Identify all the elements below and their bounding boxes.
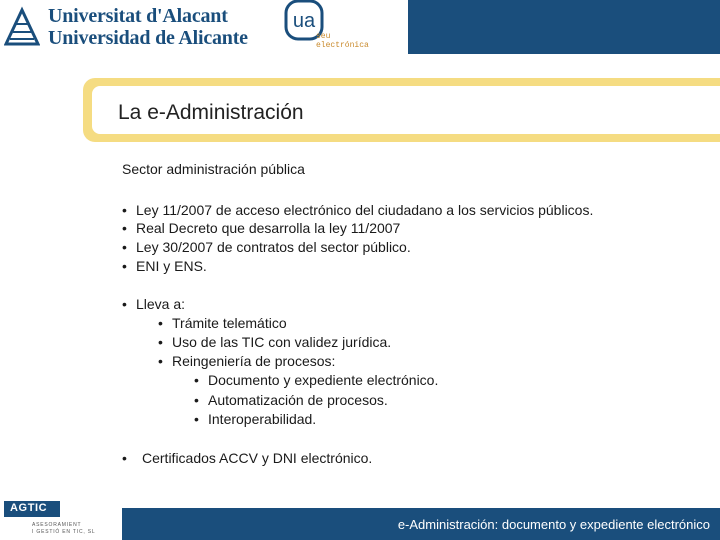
sub-sub-list-item: Documento y expediente electrónico. [208,372,439,388]
bullet: • [158,334,163,350]
bullet: • [122,258,127,274]
list-item: Ley 11/2007 de acceso electrónico del ciudadano a los servicios públicos. [136,202,594,218]
list-item: Real Decreto que desarrolla la ley 11/2007 [136,220,401,236]
bullet: • [194,372,199,388]
university-emblem-icon [4,6,40,46]
bullet: • [194,392,199,408]
footer-bar [122,508,720,540]
list-item: Ley 30/2007 de contratos del sector público. [136,239,411,255]
header [0,0,720,56]
lleva-label: Lleva a: [136,296,186,312]
section-heading: Sector administración pública [122,161,305,177]
footer-caption: e-Administración: documento y expediente electrónico [397,517,710,532]
agtic-tagline-2: I GESTIÓ EN TIC, SL [32,529,96,535]
bullet: • [194,411,199,427]
bullet: • [158,353,163,369]
svg-text:ua: ua [292,10,316,32]
bullet: • [122,450,127,466]
header-band [408,0,720,54]
electronica-label: electrónica [316,41,369,50]
seu-label: seu [316,32,331,41]
bullet: • [122,220,127,236]
sub-sub-list-item: Automatización de procesos. [208,392,388,408]
sub-list-item: Reingeniería de procesos: [172,353,336,369]
university-logo [0,2,248,52]
bullet: • [122,239,127,255]
seu-electronica-logo [284,0,394,54]
sub-sub-list-item: Interoperabilidad. [208,411,317,427]
sub-list-item: Uso de las TIC con validez jurídica. [172,334,392,350]
list-item-certificados: Certificados ACCV y DNI electrónico. [142,450,373,466]
agtic-logo [4,501,114,537]
bullet: • [122,202,127,218]
university-name-spanish: Universidad de Alicante [48,27,248,49]
agtic-tagline-1: ASESORAMIENT [32,522,82,528]
slide-title: La e-Administración [118,101,304,124]
sub-list-item: Trámite telemático [172,315,287,331]
list-item: ENI y ENS. [136,258,207,274]
university-name-valencian: Universitat d'Alacant [48,5,228,27]
bullet: • [158,315,163,331]
agtic-logo-name: AGTIC [10,502,48,514]
bullet: • [122,296,127,312]
agtic-logo-box [4,501,60,517]
